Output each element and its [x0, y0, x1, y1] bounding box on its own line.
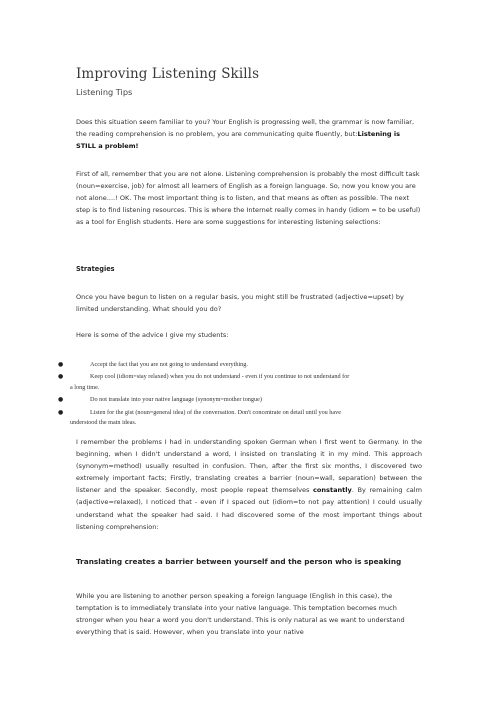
- advice-text: Do not translate into your native language (synonym=mother tongue): [90, 396, 262, 404]
- advice-intro: Here is some of the advice I give my students:: [76, 331, 229, 339]
- intro-text: Does this situation seem familiar to you? Your English is progressing well, the grammar is now familiar, the reading comprehension is no problem, you are communicating quite fluently, but:: [76, 118, 415, 139]
- strategies-heading: Strategies: [76, 265, 115, 273]
- page-title: Improving Listening Skills: [76, 66, 260, 82]
- page-subtitle: Listening Tips: [76, 87, 133, 97]
- intro-paragraph: [76, 116, 422, 152]
- section-heading: Translating creates a barrier between yourself and the person who is speaking: [76, 557, 402, 566]
- list-item: [56, 408, 426, 429]
- list-item: [56, 395, 426, 405]
- bullet-icon: ●: [58, 396, 64, 404]
- advice-list: [56, 360, 426, 428]
- advice-text: Accept the fact that you are not going to understand everything.: [90, 361, 248, 368]
- germany-text-before: I remember the problems I had in understanding spoken German when I first went to Germany. In the beginning, when I didn't understand a word, I insisted on translating it in my mind. This approach (synonym=method) usually resulted in confusion. Then, after the first six months, I discovered two extremely important facts; Firstly, translating creates a barrier (noun=wall, separation) between the listener and the speaker. Secondly, most people repeat themselves: [76, 438, 422, 495]
- bullet-icon: ●: [58, 361, 64, 368]
- advice-text-continued: understood the main ideas.: [70, 419, 137, 427]
- list-item: [56, 372, 426, 393]
- advice-text: Listen for the gist (noun=general idea) of the conversation. Don't concentrate on detail until you have: [90, 408, 341, 416]
- bullet-icon: ●: [58, 373, 64, 381]
- list-item: [56, 360, 426, 370]
- germany-emphasis: constantly: [313, 486, 352, 495]
- paragraph-translating: While you are listening to another person speaking a foreign language (English in this case), the temptation is to immediately translate into your native language. This temptation becomes much stronger when you hear a word you don't understand. This is only natural as we want to understand everything that is said. However, when you translate into your native: [76, 592, 405, 637]
- advice-text: Keep cool (idiom=stay relaxed) when you do not understand - even if you continue to not understand for: [90, 373, 350, 381]
- paragraph-germany: [76, 436, 422, 533]
- advice-text-continued: a long time.: [70, 383, 100, 391]
- paragraph-not-alone: First of all, remember that you are not alone. Listening comprehension is probably the most difficult task (noun=exercise, job) for almost all learners of English as a foreign language. So, now you know you are not alone....! OK. The most important thing is to listen, and that means as often as possible. The next step is to find listening resources. This is where the Internet really comes in handy (idiom = to be useful) as a tool for English students. Here are some suggestions for interesting listening selections:: [76, 170, 421, 227]
- bullet-icon: ●: [58, 408, 64, 416]
- paragraph-frustrated: Once you have begun to listen on a regular basis, you might still be frustrated (adjective=upset) by limited understanding. What should you do?: [76, 293, 404, 314]
- germany-text-after: . By remaining calm (adjective=relaxed), I noticed that - even if I spaced out (idiom=to not pay attention) I could usually understand what the speaker had said. I had discovered some of the most important things about listening comprehension:: [76, 486, 422, 531]
- intro-emphasis: Listening is STILL a problem!: [76, 130, 401, 151]
